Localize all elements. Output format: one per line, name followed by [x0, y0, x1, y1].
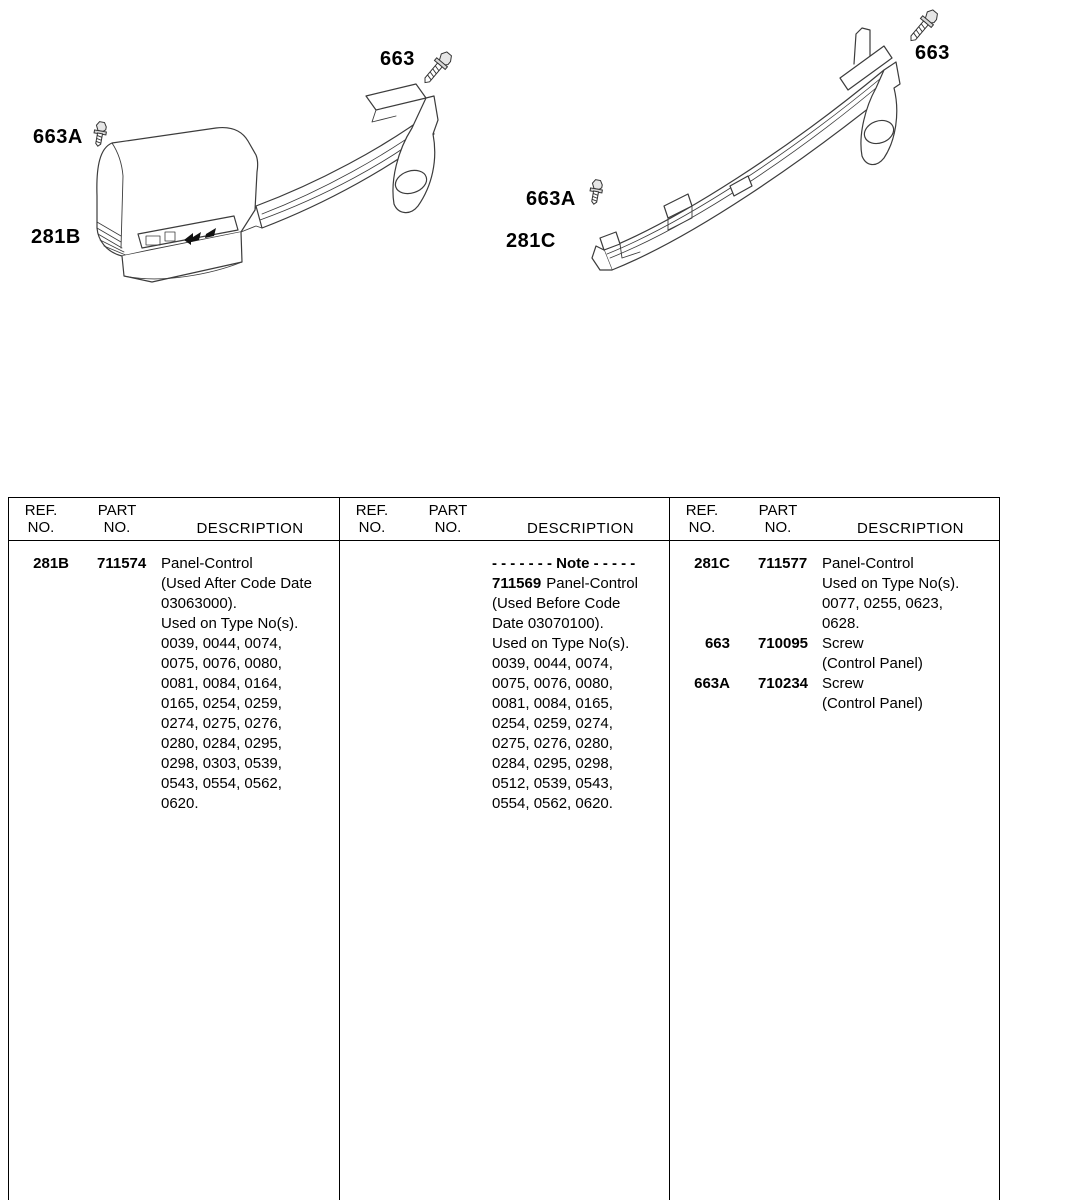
- desc-line: Screw: [821, 635, 864, 652]
- part-description: [492, 554, 669, 814]
- part-entry-663A: [670, 674, 999, 714]
- note-dash-left: - - - - - - -: [491, 555, 552, 572]
- desc-line: 0254, 0259, 0274,: [491, 715, 613, 732]
- ref-no: 663A: [694, 675, 730, 692]
- part-no-inline: 711569: [491, 575, 542, 592]
- desc-line: (Used After Code Date: [161, 575, 312, 592]
- desc-line: Screw: [821, 675, 864, 692]
- desc-line: 0543, 0554, 0562,: [161, 775, 282, 792]
- desc-line: Used on Type No(s).: [491, 635, 630, 652]
- table-column-3: [669, 498, 999, 1200]
- screw-663A-right-icon: [588, 179, 604, 205]
- desc-line: 0512, 0539, 0543,: [491, 775, 613, 792]
- parts-diagram: [0, 0, 1073, 497]
- header-description: DESCRIPTION: [196, 520, 304, 537]
- callout-663A-left: 663A: [33, 126, 83, 148]
- header-ref-no: [9, 502, 73, 540]
- part-description: [822, 634, 999, 674]
- desc-line: Used on Type No(s).: [161, 615, 299, 632]
- screw-663-right-icon: [906, 7, 941, 45]
- desc-line: 0620.: [161, 795, 199, 812]
- desc-line: 0075, 0076, 0080,: [161, 655, 282, 672]
- ref-no: 281B: [33, 555, 69, 572]
- part-no: 710095: [757, 635, 809, 652]
- desc-line: (Control Panel): [821, 695, 923, 712]
- header-part-line2: NO.: [764, 519, 792, 536]
- callout-281C: 281C: [506, 230, 556, 252]
- header-part-line1: PART: [758, 502, 798, 519]
- header-ref-line1: REF.: [685, 502, 719, 519]
- header-part-line1: PART: [97, 502, 137, 519]
- column-3-body: [670, 541, 999, 714]
- callout-663-right: 663: [915, 42, 950, 64]
- part-entry-note: [340, 554, 669, 814]
- header-ref-line2: NO.: [688, 519, 716, 536]
- header-description: DESCRIPTION: [527, 520, 634, 537]
- header-ref-line1: REF.: [24, 502, 58, 519]
- part-no: 710234: [757, 675, 809, 692]
- screw-663-left-icon: [420, 49, 455, 87]
- desc-line: 0075, 0076, 0080,: [491, 675, 613, 692]
- desc-line: 0039, 0044, 0074,: [161, 635, 282, 652]
- callout-663-left: 663: [380, 48, 415, 70]
- note-part-line: [492, 574, 661, 594]
- header-description: DESCRIPTION: [857, 520, 964, 537]
- part-entry-663: [670, 634, 999, 674]
- ref-no: [340, 554, 404, 814]
- note-description-lines: [492, 594, 661, 814]
- note-heading: [492, 554, 661, 574]
- screw-663A-left-icon: [92, 121, 108, 147]
- desc-line: Date 03070100).: [491, 615, 604, 632]
- header-part-line2: NO.: [434, 519, 462, 536]
- desc-line: 0274, 0275, 0276,: [161, 715, 282, 732]
- desc-line: (Control Panel): [821, 655, 923, 672]
- part-no: 711574: [97, 555, 147, 572]
- table-header: [670, 498, 999, 541]
- desc-line: 0554, 0562, 0620.: [491, 795, 613, 812]
- header-ref-no: [340, 502, 404, 540]
- header-part-line1: PART: [428, 502, 468, 519]
- callout-663A-right: 663A: [526, 188, 576, 210]
- ref-no: 281C: [694, 555, 730, 572]
- desc-line: 0081, 0084, 0165,: [491, 695, 613, 712]
- desc-line: 0081, 0084, 0164,: [161, 675, 282, 692]
- part-no: 711577: [757, 555, 808, 572]
- desc-line: 0284, 0295, 0298,: [491, 755, 613, 772]
- desc-line: 0298, 0303, 0539,: [161, 755, 282, 772]
- note-dash-right: - - - - -: [593, 555, 636, 572]
- header-ref-no: [670, 502, 734, 540]
- panel-281B-drawing: [97, 84, 438, 282]
- desc-line: Panel-Control: [161, 555, 253, 572]
- desc-line: 0165, 0254, 0259,: [161, 695, 282, 712]
- note-label: Note: [556, 555, 590, 572]
- desc-line: 0275, 0276, 0280,: [491, 735, 613, 752]
- header-ref-line2: NO.: [358, 519, 386, 536]
- column-1-body: [9, 541, 339, 814]
- desc-line: Used on Type No(s).: [821, 575, 960, 592]
- note-part-desc: Panel-Control: [546, 575, 638, 592]
- parts-table: [8, 497, 1000, 1200]
- header-ref-line2: NO.: [27, 519, 55, 536]
- table-header: [9, 498, 339, 541]
- table-header: [340, 498, 669, 541]
- header-part-no: [734, 502, 822, 540]
- desc-line: (Used Before Code: [491, 595, 621, 612]
- callout-281B: 281B: [31, 226, 81, 248]
- header-part-no: [404, 502, 492, 540]
- part-no: [404, 554, 492, 814]
- header-part-no: [73, 502, 161, 540]
- desc-line: 0039, 0044, 0074,: [491, 655, 613, 672]
- part-entry-281B: [9, 554, 339, 814]
- header-ref-line1: REF.: [355, 502, 389, 519]
- desc-line: 0077, 0255, 0623,: [821, 595, 943, 612]
- desc-line: 0628.: [821, 615, 860, 632]
- ref-no: 663: [704, 635, 730, 652]
- panel-281C-drawing: [592, 28, 900, 270]
- table-column-1: [9, 498, 339, 1200]
- part-description: [161, 554, 339, 814]
- desc-line: 03063000).: [161, 595, 237, 612]
- column-2-body: [340, 541, 669, 814]
- desc-line: 0280, 0284, 0295,: [161, 735, 282, 752]
- part-description: [822, 674, 999, 714]
- table-column-2: [339, 498, 669, 1200]
- header-part-line2: NO.: [103, 519, 131, 536]
- part-entry-281C: [670, 554, 999, 634]
- desc-line: Panel-Control: [821, 555, 914, 572]
- part-description: [822, 554, 999, 634]
